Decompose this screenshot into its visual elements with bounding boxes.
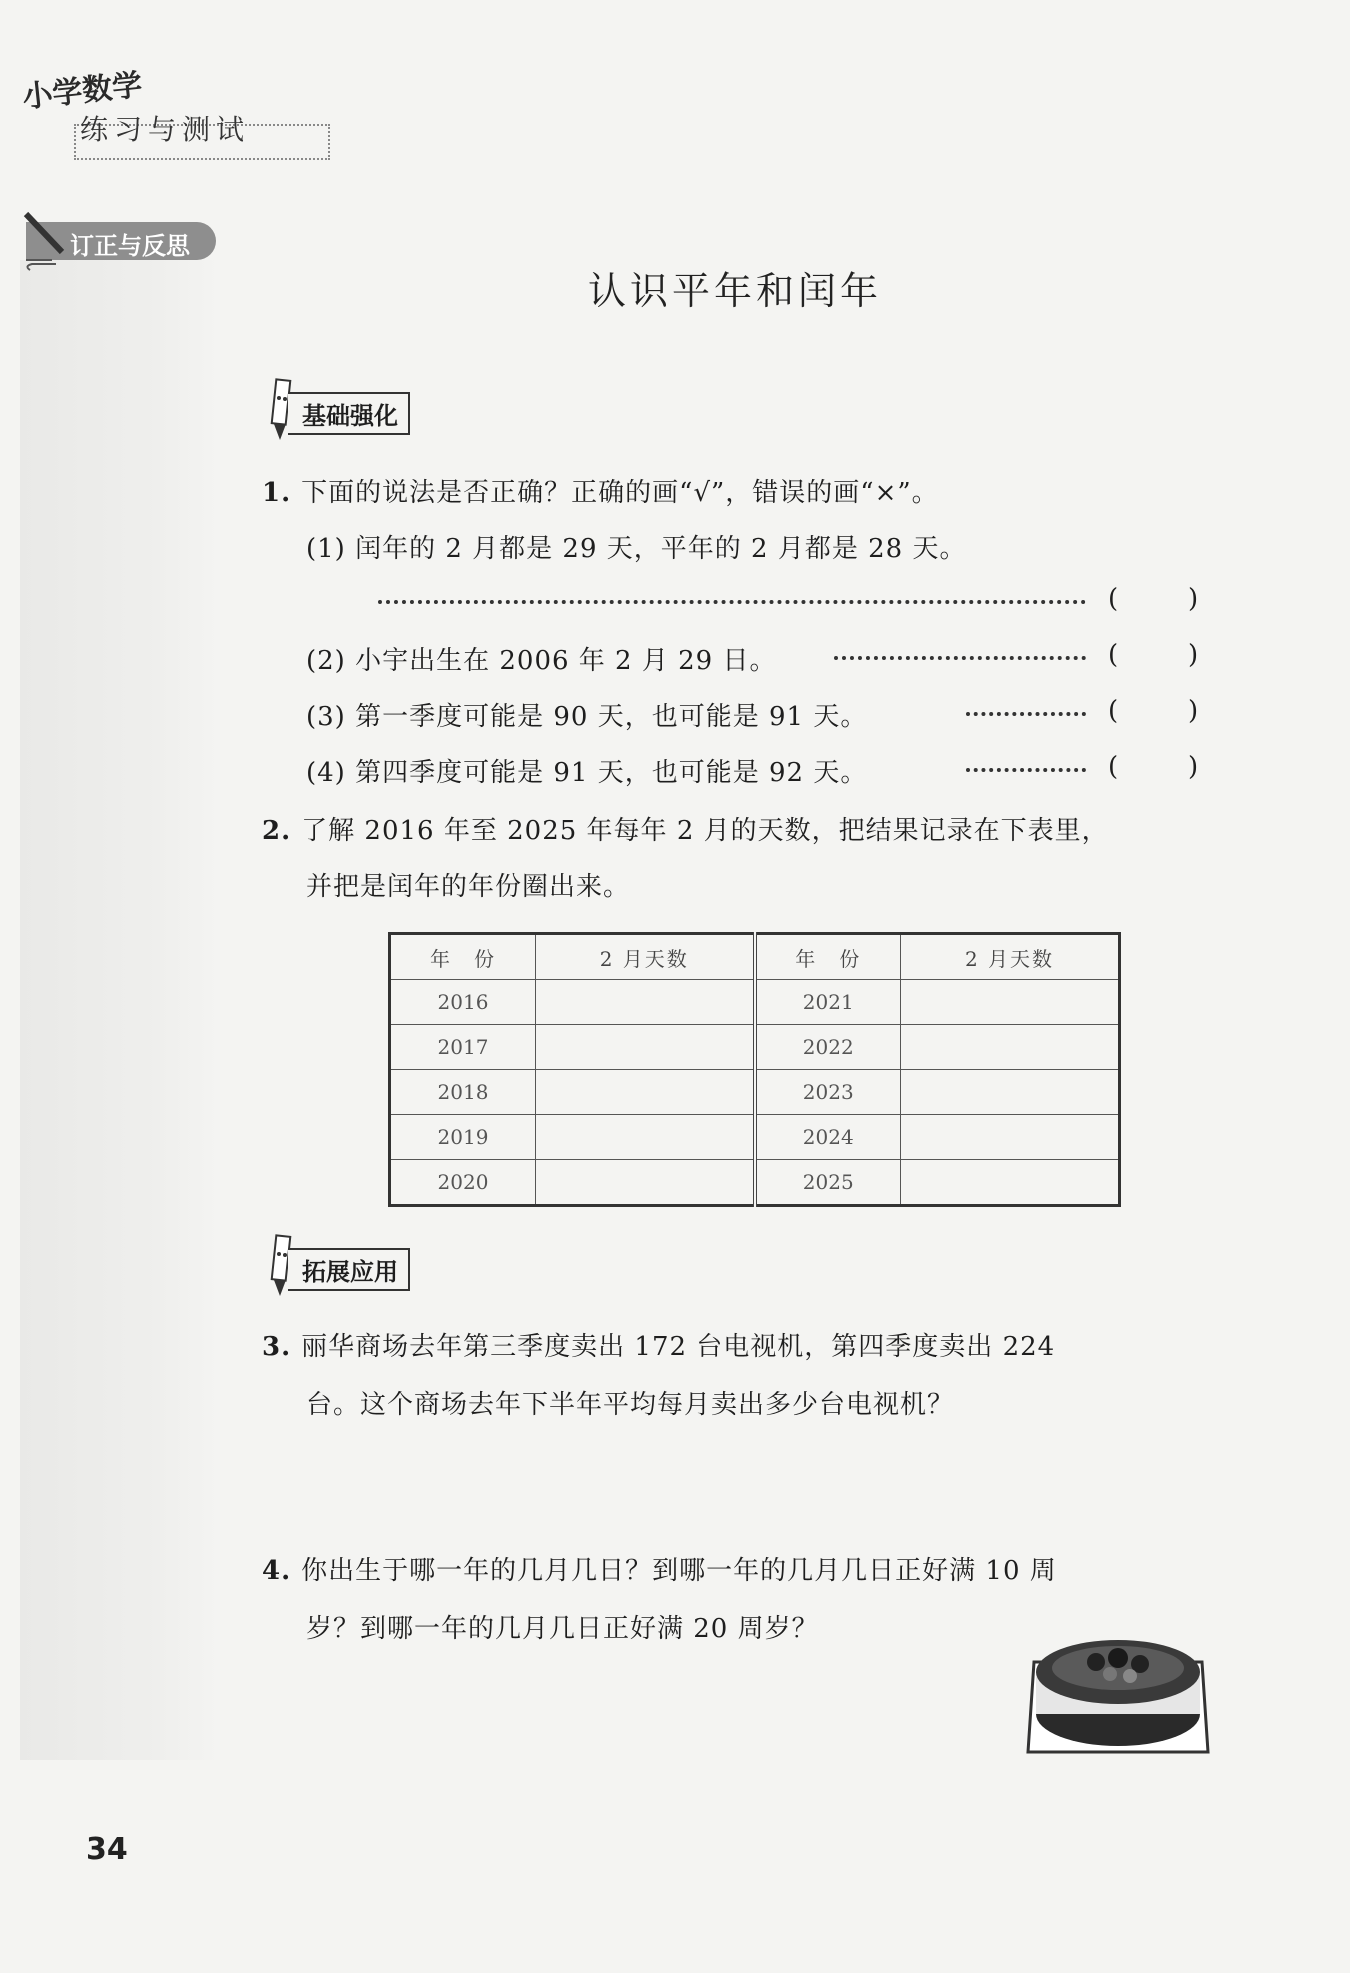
q1-number: 1. [262, 478, 292, 508]
q2-stem [262, 810, 1109, 847]
days-answer-cell[interactable] [536, 1070, 755, 1115]
year-cell[interactable]: 2017 [390, 1025, 536, 1070]
leader-dots [966, 712, 1086, 716]
days-answer-cell[interactable] [901, 1160, 1120, 1206]
q2-number: 2. [262, 816, 292, 846]
q4-stem [262, 1550, 1057, 1587]
year-cell[interactable]: 2023 [755, 1070, 901, 1115]
table-row [390, 1160, 1120, 1206]
leader-dots [834, 656, 1086, 660]
days-answer-cell[interactable] [536, 980, 755, 1025]
days-answer-cell[interactable] [536, 1025, 755, 1070]
q4-line2: 岁？到哪一年的几月几日正好满 20 周岁？ [306, 1614, 819, 1644]
table-row [390, 1070, 1120, 1115]
table-row [390, 1115, 1120, 1160]
days-answer-cell[interactable] [536, 1115, 755, 1160]
q3-line1: 丽华商场去年第三季度卖出 172 台电视机，第四季度卖出 224 [301, 1332, 1056, 1362]
year-cell[interactable]: 2022 [755, 1025, 901, 1070]
q2-line1: 了解 2016 年至 2025 年每年 2 月的天数，把结果记录在下表里， [301, 816, 1109, 846]
days-answer-cell[interactable] [536, 1160, 755, 1206]
answer-blank-2[interactable]: ( ) [1108, 640, 1199, 670]
q2-line2: 并把是闰年的年份圈出来。 [306, 872, 631, 902]
answer-blank-1[interactable]: ( ) [1108, 584, 1199, 614]
header-days: 2 月天数 [901, 934, 1120, 980]
year-cell[interactable]: 2025 [755, 1160, 901, 1206]
review-tag-label: 订正与反思 [70, 232, 190, 260]
q1-text: 下面的说法是否正确？正确的画“√”，错误的画“×”。 [301, 478, 939, 508]
days-answer-cell[interactable] [901, 1115, 1120, 1160]
q3-stem [262, 1326, 1055, 1363]
leader-dots [378, 600, 1086, 604]
table-header-row [390, 934, 1120, 980]
year-cell[interactable]: 2021 [755, 980, 901, 1025]
q1-item-1: (1) 闰年的 2 月都是 29 天，平年的 2 月都是 28 天。 [306, 534, 967, 564]
birthday-cake-illustration [1018, 1612, 1218, 1762]
year-cell[interactable]: 2018 [390, 1070, 536, 1115]
page-title: 认识平年和闰年 [587, 269, 882, 313]
section-basic-label: 基础强化 [288, 392, 410, 435]
days-answer-cell[interactable] [901, 980, 1120, 1025]
february-days-table [388, 932, 1121, 1207]
table-row [390, 980, 1120, 1025]
q3-number: 3. [262, 1332, 292, 1362]
review-tag [26, 222, 216, 260]
year-cell[interactable]: 2024 [755, 1115, 901, 1160]
q4-number: 4. [262, 1556, 292, 1586]
table-row [390, 1025, 1120, 1070]
book-subtitle: 练习与测试 [80, 113, 251, 146]
days-answer-cell[interactable] [901, 1070, 1120, 1115]
days-answer-cell[interactable] [901, 1025, 1120, 1070]
answer-blank-4[interactable]: ( ) [1108, 752, 1199, 782]
page-number: 34 [86, 1832, 128, 1867]
q3-line2: 台。这个商场去年下半年平均每月卖出多少台电视机？ [306, 1390, 955, 1420]
book-title: 小学数学 [20, 67, 144, 116]
leader-dots [966, 768, 1086, 772]
q1-item-2: (2) 小宇出生在 2006 年 2 月 29 日。 [306, 646, 777, 676]
section-extend-label: 拓展应用 [288, 1248, 410, 1291]
year-cell[interactable]: 2020 [390, 1160, 536, 1206]
q1-item-4: (4) 第四季度可能是 91 天，也可能是 92 天。 [306, 758, 868, 788]
header-year: 年 份 [755, 934, 901, 980]
review-margin [20, 260, 220, 1760]
year-cell[interactable]: 2019 [390, 1115, 536, 1160]
year-cell[interactable]: 2016 [390, 980, 536, 1025]
header-days: 2 月天数 [536, 934, 755, 980]
q4-line1: 你出生于哪一年的几月几日？到哪一年的几月几日正好满 10 周 [301, 1556, 1057, 1586]
header-year: 年 份 [390, 934, 536, 980]
answer-blank-3[interactable]: ( ) [1108, 696, 1199, 726]
q1-item-3: (3) 第一季度可能是 90 天，也可能是 91 天。 [306, 702, 868, 732]
q1-stem [262, 472, 939, 509]
